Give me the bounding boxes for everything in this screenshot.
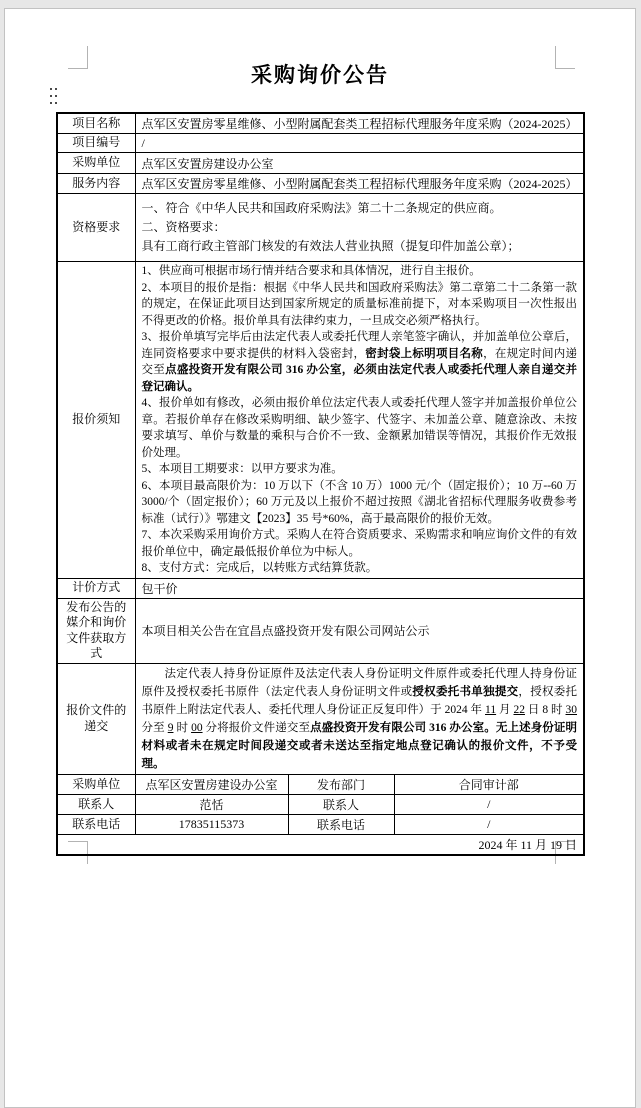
value-project-number: / <box>135 134 584 153</box>
value-announcement-media: 本项目相关公告在宜昌点盛投资开发有限公司网站公示 <box>135 598 584 663</box>
table-row <box>57 194 584 262</box>
label-purchasing-unit: 采购单位 <box>57 153 135 174</box>
footer-value-contact-person: 范恬 <box>135 794 288 814</box>
footer-value-contact-phone: 17835115373 <box>135 814 288 834</box>
footer-label-issuing-department: 发布部门 <box>288 774 394 794</box>
value-quotation-notes: 1、供应商可根据市场行情并结合要求和具体情况，进行自主报价。 2、本项目的报价是指：根据《中华人民共和国政府采购法》第二章第二十二条第一款的规定，在保证此项目达到国家所规定的质量标准前提下，对本采购项目一次性报出不得更改的价格。报价单具有法律约束力，一旦成交必须严格执行。 3、报价单填写完毕后由法定代表人或委托代理人亲笔签字确认，并加盖单位公章后，连同资格要求中要求提供的材料入袋密封，密封袋上标明项目名称，在规定时间内递交至点盛投资开发有限公司 316 办公室，必须由法定代表人或委托代理人亲自递交并登记确认。 4、报价单如有修改，必须由报价单位法定代表人或委托代理人签字并加盖报价单位公章。若报价单存在修改采购明细、缺少签字、代签字、未加盖公章、随意涂改、未按要求填写、单价与数量的乘积与合价不一致、金额累加错误等情况，其报价作无效报价处理。 5、本项目工期要求：以甲方要求为准。 6、本项目最高限价为：10 万以下（不含 10 万）1000 元/个（固定报价）；10 万--60 万 3000/个（固定报价）；60 万元及以上报价不超过按照《湖北省招标代理服务收费参考标准（试行）》鄂建文【2023】35 号*60%，高于最高限价的报价无效。 7、本次采购采用询价方式。采购人在符合资质要求、采购需求和响应询价文件的有效报价单位中，确定最低报价单位为中标人。 8、支付方式：完成后，以转账方式结算货款。 <box>135 262 584 579</box>
value-document-submission: 法定代表人持身份证原件及法定代表人身份证明文件原件或委托代理人持身份证原件及授权委托书原件（法定代表人身份证明文件或授权委托书单独提交，授权委托书原件上附法定代表人、委托代理人身份证正反复印件）于 2024 年 11 月 22 日 8 时 30 分至 9 时 00 分将报价文件递交至点盛投资开发有限公司 316 办公室。无上述身份证明材料或者未在规定时间段递交或者未送达至指定地点登记确认的报价文件，不予受理。 <box>135 663 584 774</box>
label-project-name: 项目名称 <box>57 113 135 134</box>
value-service-content: 点军区安置房零星维修、小型附属配套类工程招标代理服务年度采购（2024-2025） <box>135 174 584 194</box>
value-qualification: 一、符合《中华人民共和国政府采购法》第二十二条规定的供应商。 二、资格要求： 具有工商行政主管部门核发的有效法人营业执照（提复印件加盖公章）； <box>135 194 584 262</box>
label-pricing-method: 计价方式 <box>57 578 135 598</box>
table-row <box>57 578 584 598</box>
page-title: 采购询价公告 <box>251 63 389 87</box>
announcement-table <box>56 112 585 856</box>
footer-label-contact-person-2: 联系人 <box>288 794 394 814</box>
table-row <box>57 174 584 194</box>
value-pricing-method: 包干价 <box>135 578 584 598</box>
table-row <box>57 113 584 134</box>
table-row <box>57 663 584 774</box>
label-document-submission: 报价文件的递交 <box>57 663 135 774</box>
footer-label-purchasing-unit: 采购单位 <box>57 774 135 794</box>
value-purchasing-unit: 点军区安置房建设办公室 <box>135 153 584 174</box>
label-service-content: 服务内容 <box>57 174 135 194</box>
announcement-date: 2024 年 11 月 19 日 <box>57 834 584 855</box>
label-announcement-media: 发布公告的媒介和询价文件获取方式 <box>57 598 135 663</box>
table-row <box>57 598 584 663</box>
table-row <box>57 262 584 579</box>
footer-label-contact-person: 联系人 <box>57 794 135 814</box>
document-page <box>4 8 636 1108</box>
table-row <box>57 153 584 174</box>
value-project-name: 点军区安置房零星维修、小型附属配套类工程招标代理服务年度采购（2024-2025） <box>135 113 584 134</box>
table-row <box>57 134 584 153</box>
table-row <box>57 774 584 794</box>
footer-label-contact-phone-2: 联系电话 <box>288 814 394 834</box>
table-row <box>57 814 584 834</box>
footer-label-contact-phone: 联系电话 <box>57 814 135 834</box>
footer-value-purchasing-unit: 点军区安置房建设办公室 <box>135 774 288 794</box>
label-project-number: 项目编号 <box>57 134 135 153</box>
label-qualification: 资格要求 <box>57 194 135 262</box>
table-row <box>57 794 584 814</box>
table-handle-icon[interactable] <box>50 88 60 110</box>
label-quotation-notes: 报价须知 <box>57 262 135 579</box>
table-row <box>57 834 584 855</box>
footer-value-contact-person-2: / <box>394 794 584 814</box>
footer-value-contact-phone-2: / <box>394 814 584 834</box>
footer-value-issuing-department: 合同审计部 <box>394 774 584 794</box>
